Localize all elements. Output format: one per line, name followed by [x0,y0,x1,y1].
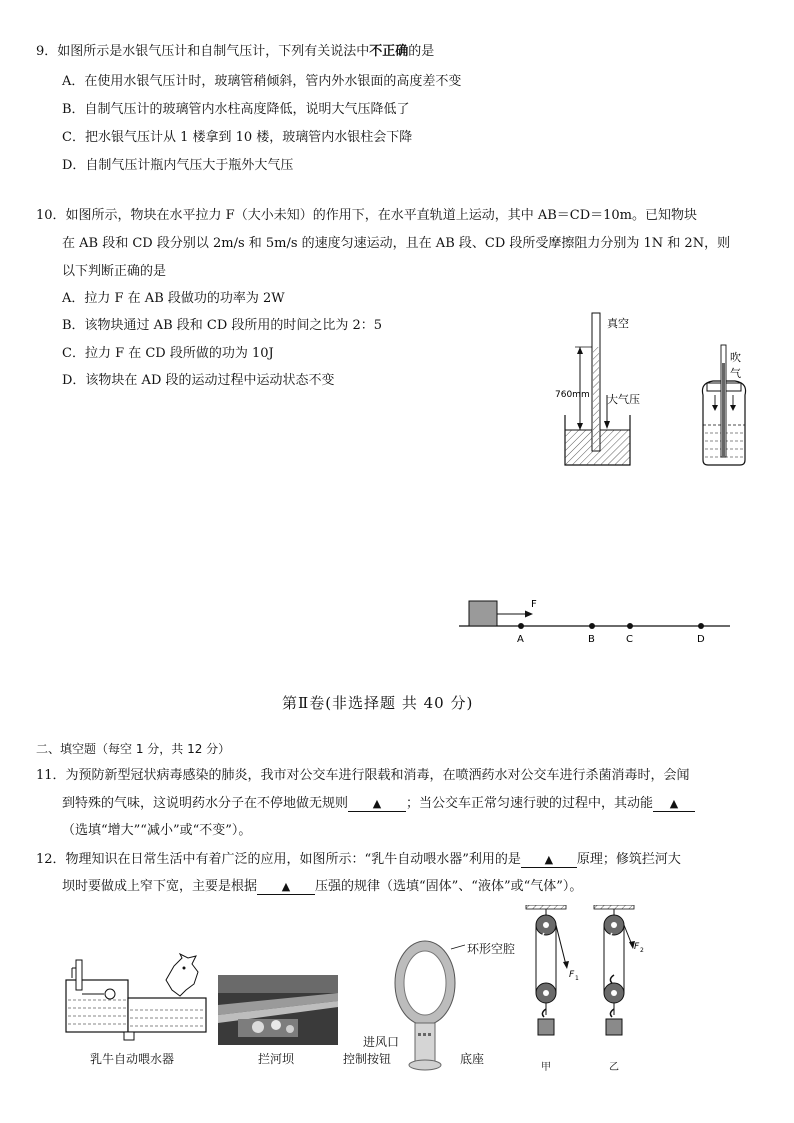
fan-label-inlet: 进风口 [363,1035,400,1049]
pulley-a-force: F [569,970,575,980]
point-a [518,623,524,629]
q12-blank-1[interactable]: ▲ [521,853,577,868]
pulley-a-caption: 甲 [541,1062,551,1073]
label-blow-1: 吹 [730,351,741,364]
q12-line1 [36,850,681,870]
label-b: B [588,634,595,645]
label-c: C [626,634,633,645]
fan-label-base: 底座 [460,1052,485,1066]
pulley-b-figure [590,905,650,1057]
label-atm: 大气压 [607,393,640,406]
pulley-a-force-sub: 1 [575,975,579,982]
section-fill-blank-title: 二、填空题（每空 1 分，共 12 分） [36,742,231,756]
q9-stem-pre: 9．如图所示是水银气压计和自制气压计，下列有关说法中 [36,44,370,59]
q11-line1: 11．为预防新型冠状病毒感染的肺炎，我市对公交车进行限载和消毒，在喷洒药水对公交车进行杀菌消毒时，会闻 [36,768,690,783]
q11-line2-pre: 到特殊的气味，这说明药水分子在不停地做无规则 [62,796,349,811]
label-blow-2: 气 [730,367,741,380]
q10-stem-line2: 在 AB 段和 CD 段分别以 2m/s 和 5m/s 的速度匀速运动，且在 AB 段、CD 段所受摩擦阻力分别为 1N 和 2N，则 [62,236,731,251]
q11-line2-mid: ；当公交车正常匀速行驶的过程中，其动能 [406,796,654,811]
q12-line2-pre: 坝时要做成上窄下宽，主要是根据 [62,879,258,894]
dam-caption: 拦河坝 [258,1052,295,1066]
label-d: D [697,634,705,645]
q9-stem-post: 的是 [408,44,435,59]
q11-line2 [62,794,695,814]
q10-option-a: A．拉力 F 在 AB 段做功的功率为 2W [62,291,285,306]
mercury-barometer [565,313,630,465]
q12-line1-post: 原理；修筑拦河大 [576,852,681,867]
q11-blank-1[interactable]: ▲ [348,797,406,812]
q9-stem [36,42,434,62]
q12-line2 [62,877,582,897]
q10-option-c: C．拉力 F 在 CD 段所做的功为 10J [62,346,274,361]
label-vacuum: 真空 [607,317,629,330]
q9-stem-bold: 不正确 [369,44,409,59]
label-760mm: 760mm [555,390,590,400]
dam-photo [218,975,338,1045]
q10-option-d: D．该物块在 AD 段的运动过程中运动状态不变 [62,373,335,388]
pulley-b-caption: 乙 [609,1062,619,1073]
fan-label-button: 控制按钮 [343,1052,392,1066]
part2-title: 第Ⅱ卷(非选择题 共 40 分) [282,694,474,712]
fan-label-ring: 环形空腔 [467,942,516,956]
cow-waterer-caption: 乳牛自动喂水器 [90,1052,175,1066]
point-b [589,623,595,629]
barometer-figure [555,305,770,475]
q9-option-a: A．在使用水银气压计时，玻璃管稍倾斜，管内外水银面的高度差不变 [62,74,462,89]
pulley-a-figure [522,905,582,1057]
q11-blank-2[interactable]: ▲ [653,797,695,812]
q10-stem-line1: 10．如图所示，物块在水平拉力 F（大小未知）的作用下，在水平直轨道上运动，其中 AB＝CD＝10m。已知物块 [36,208,698,223]
point-c [627,623,633,629]
q10-stem-line3: 以下判断正确的是 [62,264,167,279]
q9-option-b: B．自制气压计的玻璃管内水柱高度降低，说明大气压降低了 [62,102,410,117]
cow-waterer-figure [62,950,212,1045]
pulley-b-force: F [634,942,640,952]
bladeless-fan-figure [385,935,465,1085]
q11-line3: （选填“增大”“减小”或“不变”）。 [62,823,252,838]
q12-line1-pre: 12．物理知识在日常生活中有着广泛的应用，如图所示：“乳牛自动喂水器”利用的是 [36,852,521,867]
pulley-b-force-sub: 2 [640,947,644,954]
q9-option-d: D．自制气压计瓶内气压大于瓶外大气压 [62,158,294,173]
label-a: A [517,634,524,645]
point-d [698,623,704,629]
label-force: F [531,599,537,610]
q12-blank-2[interactable]: ▲ [257,880,315,895]
q12-line2-post: 压强的规律（选填“固体”、“液体”或“气体”）。 [315,879,583,894]
track-figure [455,595,735,647]
block [469,601,497,626]
q9-option-c: C．把水银气压计从 1 楼拿到 10 楼，玻璃管内水银柱会下降 [62,130,413,145]
q10-option-b: B．该物块通过 AB 段和 CD 段所用的时间之比为 2：5 [62,318,383,333]
